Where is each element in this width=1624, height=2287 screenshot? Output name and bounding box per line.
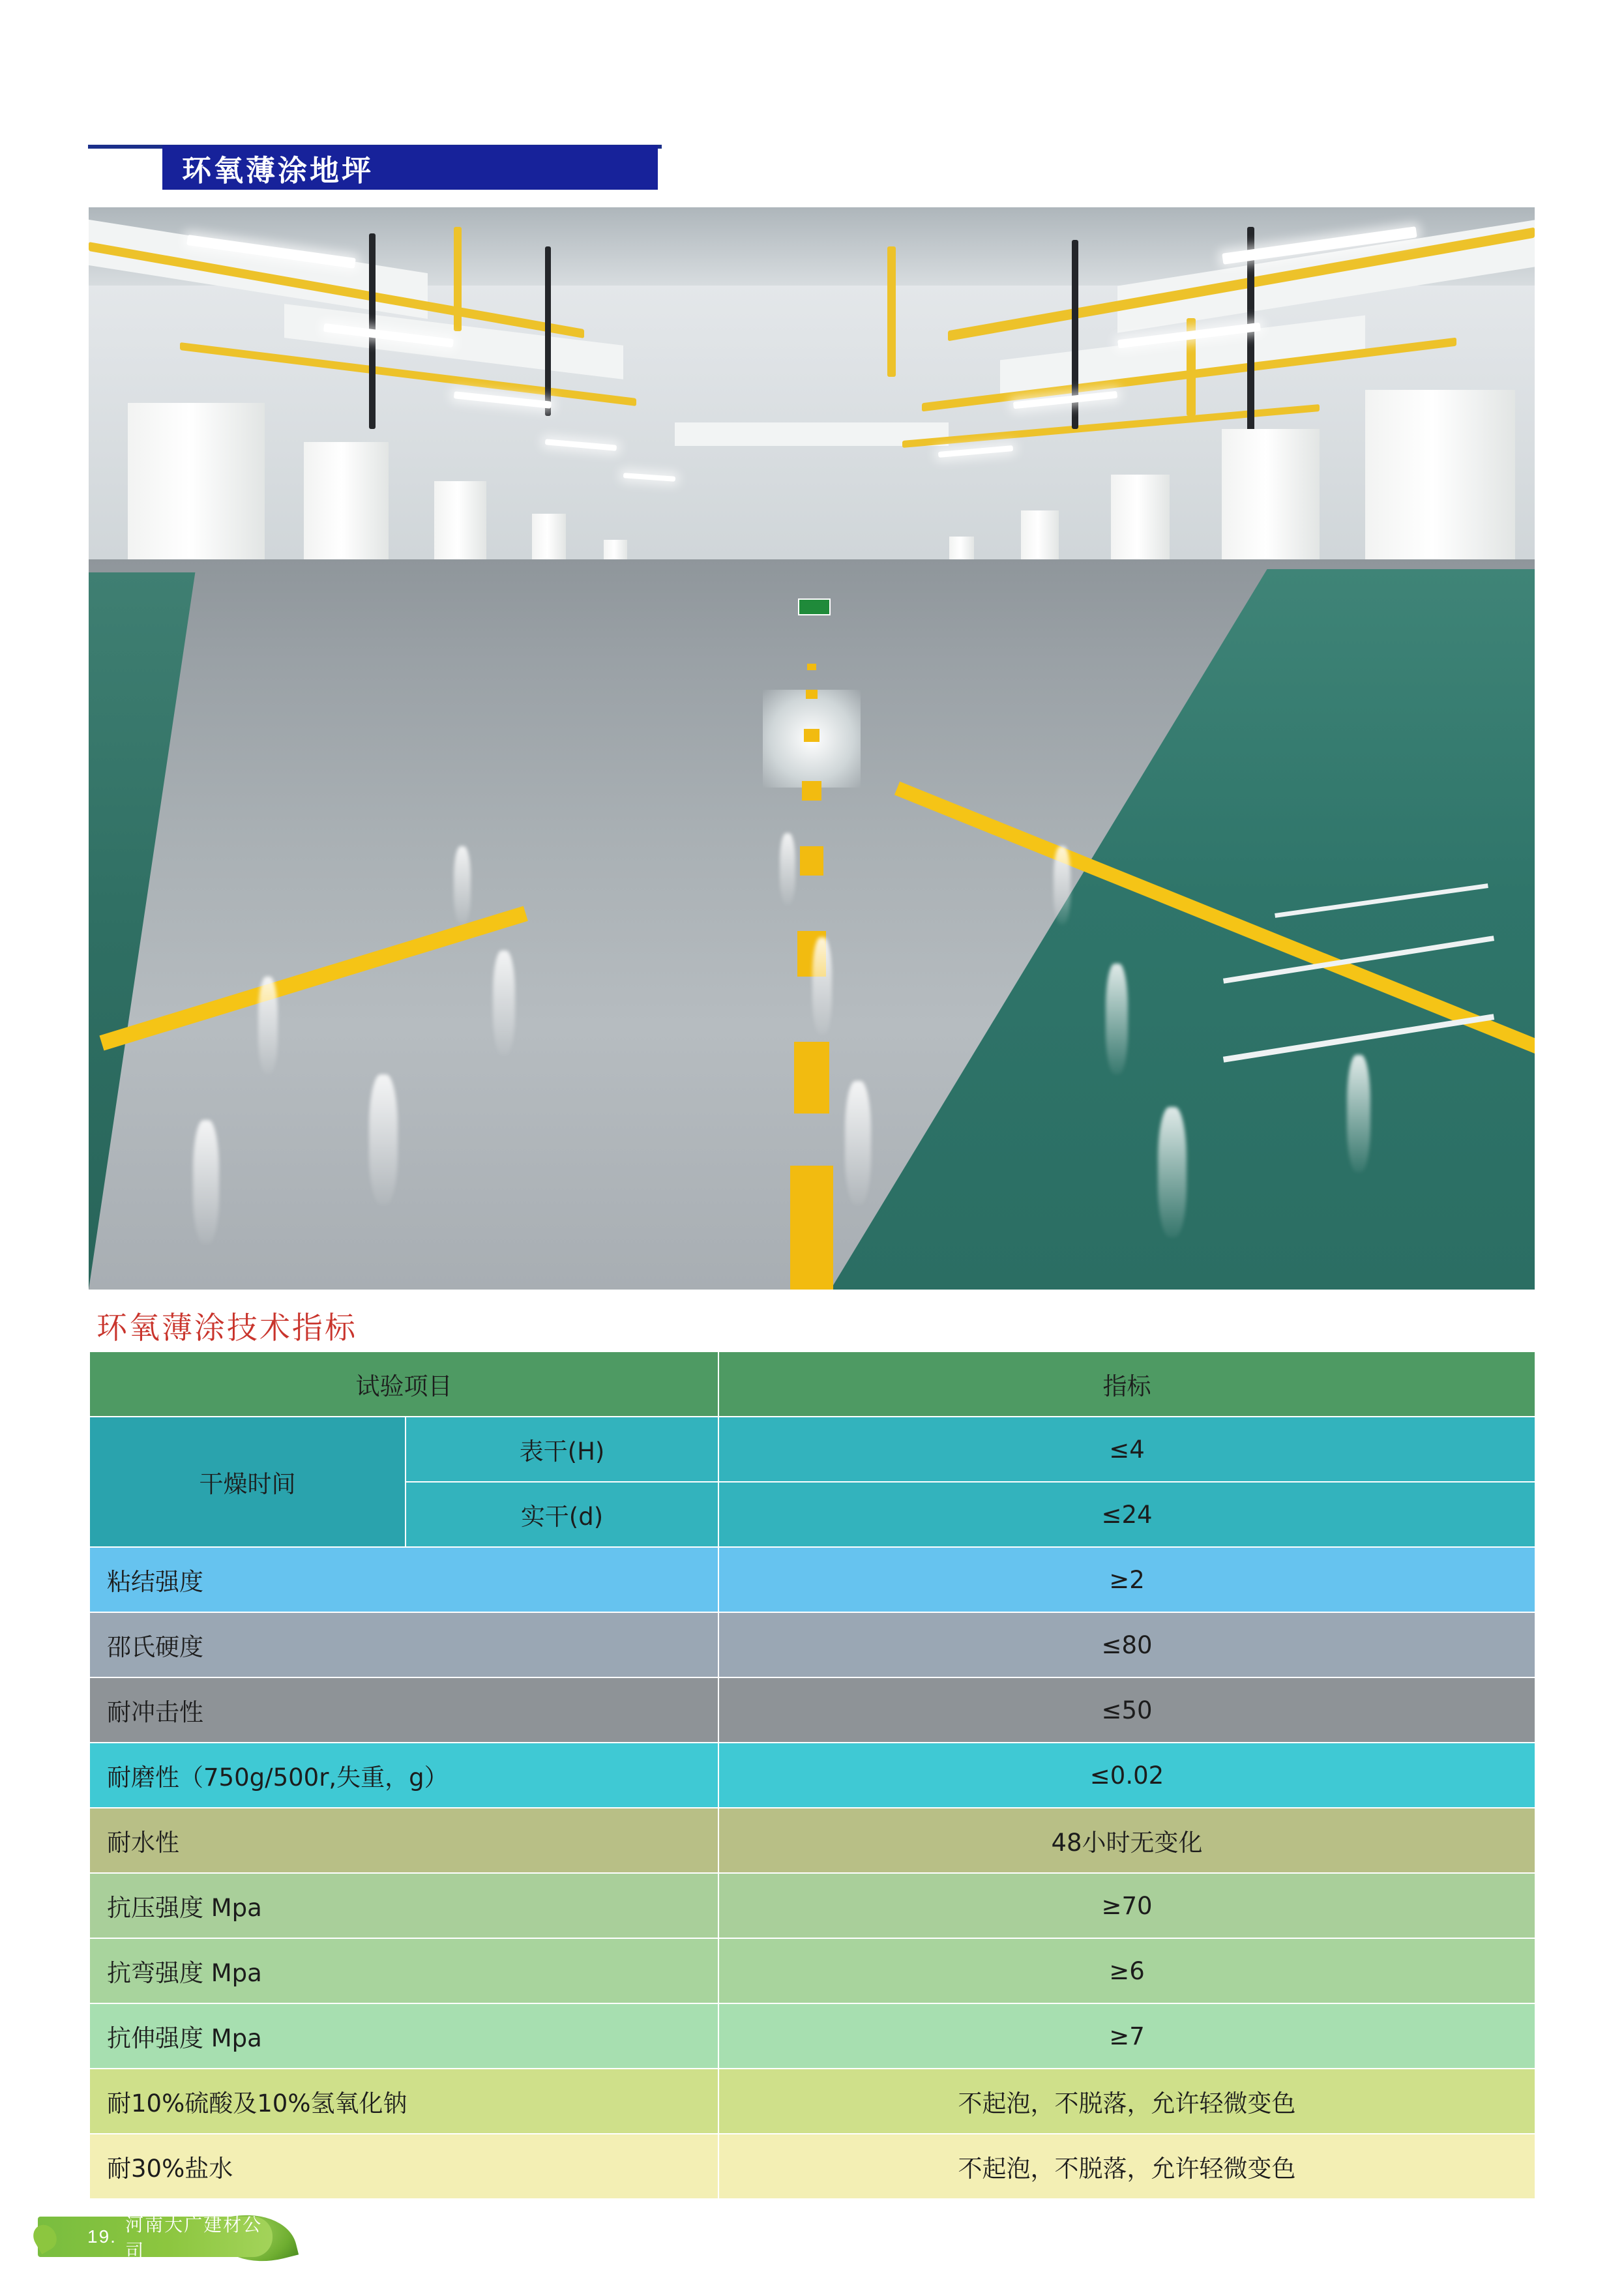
footer-page-number: 19. xyxy=(87,2226,117,2247)
row-value-tensile-strength: ≥7 xyxy=(718,2003,1535,2069)
center-lane-dash xyxy=(794,1042,829,1114)
row-item-flexural-strength: 抗弯强度 Mpa xyxy=(89,1938,718,2003)
row-item-abrasion-resistance: 耐磨性（750g/500r,失重，g） xyxy=(89,1743,718,1808)
floor-reflection xyxy=(258,977,278,1074)
row-value-acid-alkali-resistance: 不起泡，不脱落，允许轻微变色 xyxy=(718,2069,1535,2134)
table-header-row xyxy=(89,1351,1535,1417)
column-header-item: 试验项目 xyxy=(89,1351,718,1417)
floor-reflection xyxy=(369,1074,398,1205)
footer-band xyxy=(38,2215,273,2261)
floor-reflection xyxy=(493,951,515,1055)
row-value-flexural-strength: ≥6 xyxy=(718,1938,1535,2003)
floor-reflection xyxy=(454,846,471,924)
row-sub-surface-dry: 表干(H) xyxy=(406,1417,718,1482)
floor-reflection xyxy=(1347,1055,1370,1172)
table-row xyxy=(89,1938,1535,2003)
row-value-hard-dry: ≤24 xyxy=(718,1482,1535,1547)
page-title: 环氧薄涂地坪 xyxy=(162,145,658,190)
center-lane-dash xyxy=(790,1166,833,1290)
row-item-salt-water-resistance: 耐30%盐水 xyxy=(89,2134,718,2199)
table-row xyxy=(89,1417,1535,1482)
center-lane-dash xyxy=(804,729,819,742)
row-group-drying-time: 干燥时间 xyxy=(89,1417,406,1547)
floor-reflection xyxy=(812,937,832,1035)
section-heading: 环氧薄涂技术指标 xyxy=(96,1310,357,1346)
page-footer xyxy=(20,2207,326,2267)
spec-table xyxy=(89,1351,1536,2200)
exit-sign-icon xyxy=(798,598,831,615)
center-lane-dash xyxy=(806,690,818,699)
row-item-compressive-strength: 抗压强度 Mpa xyxy=(89,1873,718,1938)
row-value-abrasion-resistance: ≤0.02 xyxy=(718,1743,1535,1808)
table-row xyxy=(89,1743,1535,1808)
row-value-bond-strength: ≥2 xyxy=(718,1547,1535,1612)
row-value-compressive-strength: ≥70 xyxy=(718,1873,1535,1938)
floor-reflection xyxy=(1158,1107,1187,1237)
gas-pipe-riser xyxy=(887,246,896,377)
row-item-impact-resistance: 耐冲击性 xyxy=(89,1677,718,1743)
row-item-water-resistance: 耐水性 xyxy=(89,1808,718,1873)
center-lane-dash xyxy=(800,846,823,876)
floor-reflection xyxy=(845,1081,871,1205)
floor-reflection xyxy=(1054,846,1070,924)
row-sub-hard-dry: 实干(d) xyxy=(406,1482,718,1547)
column-header-value: 指标 xyxy=(718,1351,1535,1417)
table-row xyxy=(89,2069,1535,2134)
table-row xyxy=(89,1677,1535,1743)
table-row xyxy=(89,1612,1535,1677)
row-value-salt-water-resistance: 不起泡，不脱落，允许轻微变色 xyxy=(718,2134,1535,2199)
table-row xyxy=(89,1873,1535,1938)
table-row xyxy=(89,2003,1535,2069)
row-item-bond-strength: 粘结强度 xyxy=(89,1547,718,1612)
row-item-tensile-strength: 抗伸强度 Mpa xyxy=(89,2003,718,2069)
row-value-surface-dry: ≤4 xyxy=(718,1417,1535,1482)
table-row xyxy=(89,2134,1535,2199)
row-value-shore-hardness: ≤80 xyxy=(718,1612,1535,1677)
parking-garage-photo xyxy=(89,207,1535,1290)
floor-reflection xyxy=(1106,964,1128,1074)
footer-company-name: 河南大广建材公司 xyxy=(125,2215,263,2261)
row-item-shore-hardness: 邵氏硬度 xyxy=(89,1612,718,1677)
floor-reflection xyxy=(780,833,795,905)
table-row xyxy=(89,1547,1535,1612)
center-lane-dash xyxy=(807,664,816,670)
gas-pipe-riser xyxy=(454,227,462,331)
table-row xyxy=(89,1808,1535,1873)
center-lane-dash xyxy=(802,781,821,801)
row-value-water-resistance: 48小时无变化 xyxy=(718,1808,1535,1873)
row-value-impact-resistance: ≤50 xyxy=(718,1677,1535,1743)
floor-reflection xyxy=(193,1120,219,1244)
sprinkler-pipe xyxy=(545,246,551,416)
row-item-acid-alkali-resistance: 耐10%硫酸及10%氢氧化钠 xyxy=(89,2069,718,2134)
